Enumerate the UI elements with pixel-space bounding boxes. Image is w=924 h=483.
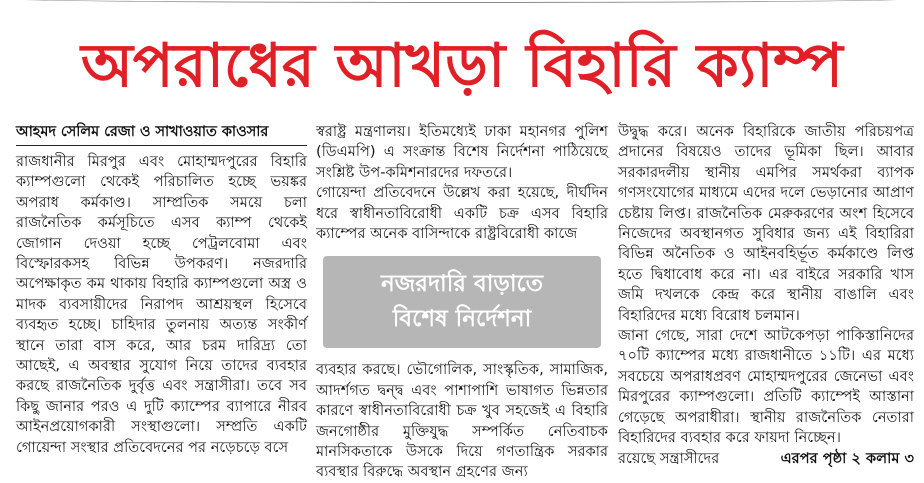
column-3-last-text: রয়েছে সন্ত্রাসীদের	[618, 449, 720, 467]
column-2-paragraph-1: স্বরাষ্ট্র মন্ত্রণালয়। ইতিমধ্যেই ঢাকা মহানগর পুলিশ (ডিএমপি) এ সংক্রান্ত বিশেষ নির্দেশনা পাঠিয়েছে সংশ্লিষ্ট উপ-কমিশনারদের দফতরে।	[316, 123, 608, 181]
byline: আহমদ সেলিম রেজা ও সাখাওয়াত কাওসার	[16, 124, 269, 140]
continued-on-page-label[interactable]: এরপর পৃষ্ঠা ২ কলাম ৩	[780, 449, 914, 467]
article-column-2	[316, 122, 608, 481]
article-column-1	[16, 122, 307, 456]
column-2-paragraph-2: গোয়েন্দা প্রতিবেদনে উল্লেখ করা হয়েছে, দীর্ঘদিন ধরে স্বাধীনতাবিরোধী একটি চক্র এসব বিহারি ক্যাম্পের অনেক বাসিন্দাকে রাষ্ট্রবিরোধী কাজে	[316, 184, 608, 243]
column-1-text: রাজধানীর মিরপুর এবং মোহাম্মদপুরের বিহারি ক্যাম্পগুলো থেকেই পরিচালিত হচ্ছে ভয়ঙ্কর অপরাধ কর্মকাণ্ড। সাম্প্রতিক সময়ে চলা রাজনৈতিক কর্মসূচিতে এসব ক্যাম্প থেকেই জোগান দেওয়া হচ্ছে পেট্রলবোমা এবং বিস্ফোরকসহ বিভিন্ন উপকরণ। নজরদারি অপেক্ষাকৃত কম থাকায় বিহারি ক্যাম্পগুলো অস্ত্র ও মাদক ব্যবসায়ীদের নিরাপদ আশ্রয়স্থল হিসেবে ব্যবহৃত হচ্ছে। চাহিদার তুলনায় অত্যন্ত সংকীর্ণ স্থানে তারা বাস করে, আর চরম দারিদ্র্য তো আছেই, এ অবস্থার সুযোগ নিয়ে তাদের ব্যবহার করছে রাজনৈতিক দুর্বৃত্ত এবং সন্ত্রাসীরা। তবে সব কিছু জানার পরও এ দুটি ক্যাম্পের ব্যাপারে নীরব আইনপ্রয়োগকারী সংস্থাগুলো। সম্প্রতি একটি গোয়েন্দা সংস্থার প্রতিবেদনের পর নড়েচড়ে বসে	[16, 153, 307, 456]
article-column-3	[618, 122, 914, 467]
column-3-paragraph-2: জানা গেছে, সারা দেশে আটকেপড়া পাকিস্তানিদের ৭০টি ক্যাম্পের মধ্যে রাজধানীতে ১১টি। এর মধ্যে সবচেয়ে অপরাধপ্রবণ মোহাম্মদপুরের জেনেভা এবং মিরপুরের ক্যাম্পগুলো। প্রতিটি ক্যাম্পেই আস্তানা গেড়েছে অপরাধীরা। স্থানীয় রাজনৈতিক নেতারা বিহারিদের ব্যবহার করে ফায়দা নিচ্ছেন।	[618, 327, 914, 447]
callout-box	[323, 256, 601, 348]
callout-line-1: নজরদারি বাড়াতে	[380, 271, 543, 298]
column-3-paragraph-1: উদ্বুদ্ধ করে। অনেক বিহারিকে জাতীয় পরিচয়পত্র প্রদানের বিষয়েও তাদের ভূমিকা ছিল। আবার সরকারদলীয় স্থানীয় এমপির সমর্থকরা ব্যাপক গণসংযোগের মাধ্যমে এদের দলে ভেড়ানোর আপ্রাণ চেষ্টায় লিপ্ত। রাজনৈতিক মেরুকরণের অংশ হিসেবে নিজেদের অবস্থানগত সুবিধার জন্য এই বিহারিরা বিভিন্ন অনৈতিক ও আইনবহির্ভূত কর্মকাণ্ডে লিপ্ত হতে দ্বিধাবোধ করে না। এর বাইরে সরকারি খাস জমি দখলকে কেন্দ্র করে স্থানীয় বাঙালি এবং বিহারিদের মধ্যে বিরোধ চলমান।	[618, 123, 914, 324]
byline-underline	[16, 145, 307, 146]
column-2-paragraph-3: ব্যবহার করছে। ভৌগোলিক, সাংস্কৃতিক, সামাজিক, আদর্শগত দ্বন্দ্ব এবং পাশাপাশি ভাষাগত ভিন্নতার কারণে স্বাধীনতাবিরোধী চক্র খুব সহজেই এ বিহারি জনগোষ্ঠীর মুক্তিযুদ্ধ সম্পর্কিত নেতিবাচক মানসিকতাকে উসকে দিয়ে গণতান্ত্রিক সরকার ব্যবস্থার বিরুদ্ধে অবস্থান গ্রহণের জন্য	[316, 361, 608, 481]
top-border-rule	[0, 0, 924, 6]
column-3-last-line	[618, 449, 914, 469]
callout-line-2: বিশেষ নির্দেশনা	[392, 306, 532, 333]
headline: অপরাধের আখড়া বিহারি ক্যাম্প	[80, 31, 844, 101]
